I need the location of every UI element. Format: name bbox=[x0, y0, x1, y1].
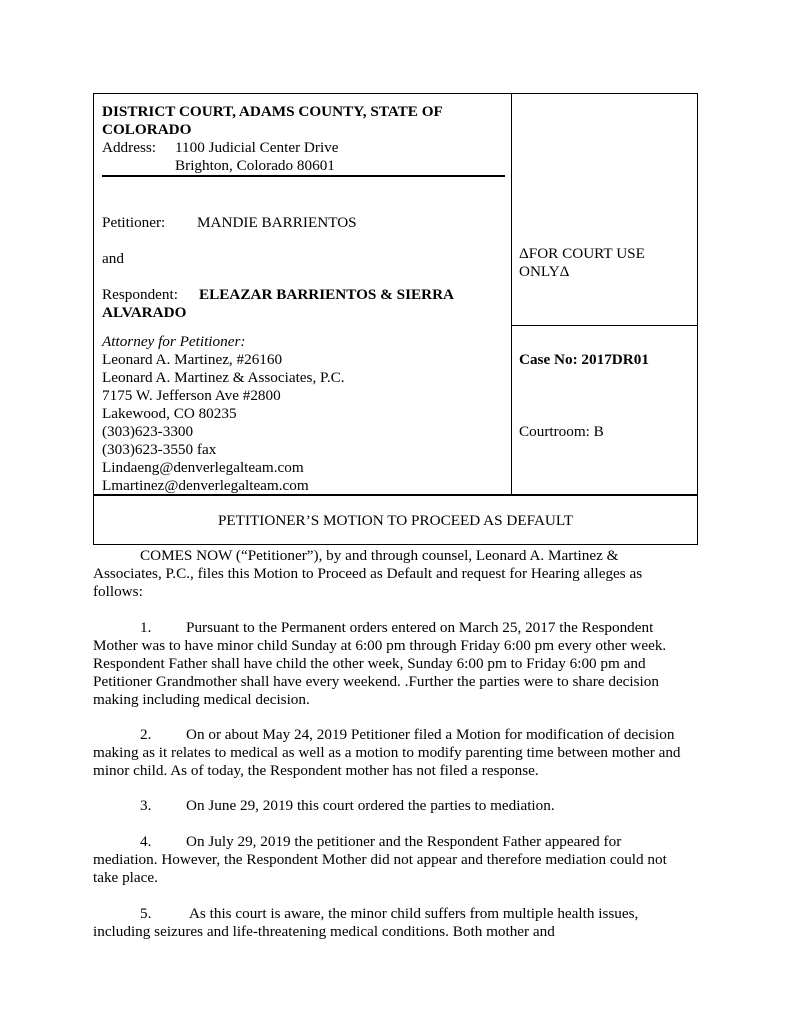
court-name bbox=[102, 103, 443, 139]
attorney-city: Lakewood, CO 80235 bbox=[102, 405, 237, 422]
paragraph-3 bbox=[93, 797, 698, 815]
attorney-firm: Leonard A. Martinez & Associates, P.C. bbox=[102, 369, 345, 386]
courtroom: Courtroom: B bbox=[519, 423, 604, 440]
address-label: Address: bbox=[102, 139, 156, 156]
paragraph-1-line3: Respondent Father shall have child the other week, Sunday 6:00 pm to Friday 6:00 pm and bbox=[93, 655, 646, 672]
intro-line2: Associates, P.C., files this Motion to Proceed as Default and request for Hearing alleges as bbox=[93, 565, 643, 582]
caption-right-divider bbox=[511, 325, 697, 326]
court-use-line2: ONLYΔ bbox=[519, 263, 570, 280]
paragraph-1-line5: making including medical decision. bbox=[93, 691, 310, 708]
attorney-email-1: Lindaeng@denverlegalteam.com bbox=[102, 459, 304, 476]
court-underline bbox=[102, 175, 505, 177]
paragraph-2-line2: making as it relates to medical as well as a motion to modify parenting time between mother and bbox=[93, 744, 681, 761]
respondent-line bbox=[102, 286, 502, 322]
intro-paragraph bbox=[93, 547, 698, 601]
attorney-block bbox=[102, 333, 345, 495]
attorney-name: Leonard A. Martinez, #26160 bbox=[102, 351, 283, 368]
petitioner-label: Petitioner: bbox=[102, 214, 166, 231]
paragraph-1-line2: Mother was to have minor child Sunday at 6:00 pm through Friday 6:00 pm every other week. bbox=[93, 637, 667, 654]
attorney-heading: Attorney for Petitioner: bbox=[102, 333, 246, 350]
respondent-label: Respondent: bbox=[102, 286, 178, 303]
paragraph-2 bbox=[93, 726, 698, 780]
address-line1: 1100 Judicial Center Drive bbox=[175, 139, 339, 156]
paragraph-2-line1: On or about May 24, 2019 Petitioner filed a Motion for modification of decision bbox=[186, 726, 675, 743]
paragraph-4-line1: On July 29, 2019 the petitioner and the Respondent Father appeared for bbox=[186, 833, 622, 850]
court-name-line2: COLORADO bbox=[102, 121, 192, 138]
paragraph-5-number: 5. bbox=[140, 905, 152, 922]
paragraph-1-line1: Pursuant to the Permanent orders entered on March 25, 2017 the Respondent bbox=[186, 619, 654, 636]
paragraph-5 bbox=[93, 905, 698, 941]
paragraph-5-line1: As this court is aware, the minor child suffers from multiple health issues, bbox=[186, 905, 639, 922]
court-address bbox=[102, 139, 339, 175]
paragraph-1-line4: Petitioner Grandmother shall have every weekend. .Further the parties were to share decision bbox=[93, 673, 659, 690]
paragraph-1 bbox=[93, 619, 698, 709]
paragraph-4-line2: mediation. However, the Respondent Mother did not appear and therefore mediation could not bbox=[93, 851, 667, 868]
case-number: Case No: 2017DR01 bbox=[519, 351, 649, 368]
respondent-name-line1: ELEAZAR BARRIENTOS & SIERRA bbox=[199, 286, 455, 303]
paragraph-1-number: 1. bbox=[140, 619, 152, 636]
paragraph-3-number: 3. bbox=[140, 797, 152, 814]
paragraph-4-line3: take place. bbox=[93, 869, 158, 886]
petitioner-line bbox=[102, 214, 357, 232]
court-name-line1: DISTRICT COURT, ADAMS COUNTY, STATE OF bbox=[102, 103, 443, 120]
paragraph-3-line1: On June 29, 2019 this court ordered the parties to mediation. bbox=[186, 797, 555, 814]
paragraph-2-number: 2. bbox=[140, 726, 152, 743]
paragraph-4-number: 4. bbox=[140, 833, 152, 850]
attorney-phone: (303)623-3300 bbox=[102, 423, 194, 440]
attorney-street: 7175 W. Jefferson Ave #2800 bbox=[102, 387, 281, 404]
attorney-fax: (303)623-3550 fax bbox=[102, 441, 217, 458]
respondent-name-line2: ALVARADO bbox=[102, 304, 187, 321]
paragraph-5-line2: including seizures and life-threatening medical conditions. Both mother and bbox=[93, 923, 555, 940]
paragraph-4 bbox=[93, 833, 698, 887]
and-text: and bbox=[102, 250, 124, 267]
address-line2: Brighton, Colorado 80601 bbox=[175, 157, 335, 174]
petitioner-name: MANDIE BARRIENTOS bbox=[197, 214, 357, 231]
intro-line1: COMES NOW (“Petitioner”), by and through counsel, Leonard A. Martinez & bbox=[140, 547, 619, 564]
court-use-line1: ΔFOR COURT USE bbox=[519, 245, 645, 262]
attorney-email-2: Lmartinez@denverlegalteam.com bbox=[102, 477, 309, 494]
case-caption-table bbox=[93, 93, 698, 545]
motion-title: PETITIONER’S MOTION TO PROCEED AS DEFAULT bbox=[217, 512, 574, 529]
paragraph-2-line3: minor child. As of today, the Respondent mother has not filed a response. bbox=[93, 762, 539, 779]
intro-line3: follows: bbox=[93, 583, 143, 600]
caption-vertical-divider bbox=[511, 94, 512, 495]
court-use-only bbox=[519, 245, 645, 281]
